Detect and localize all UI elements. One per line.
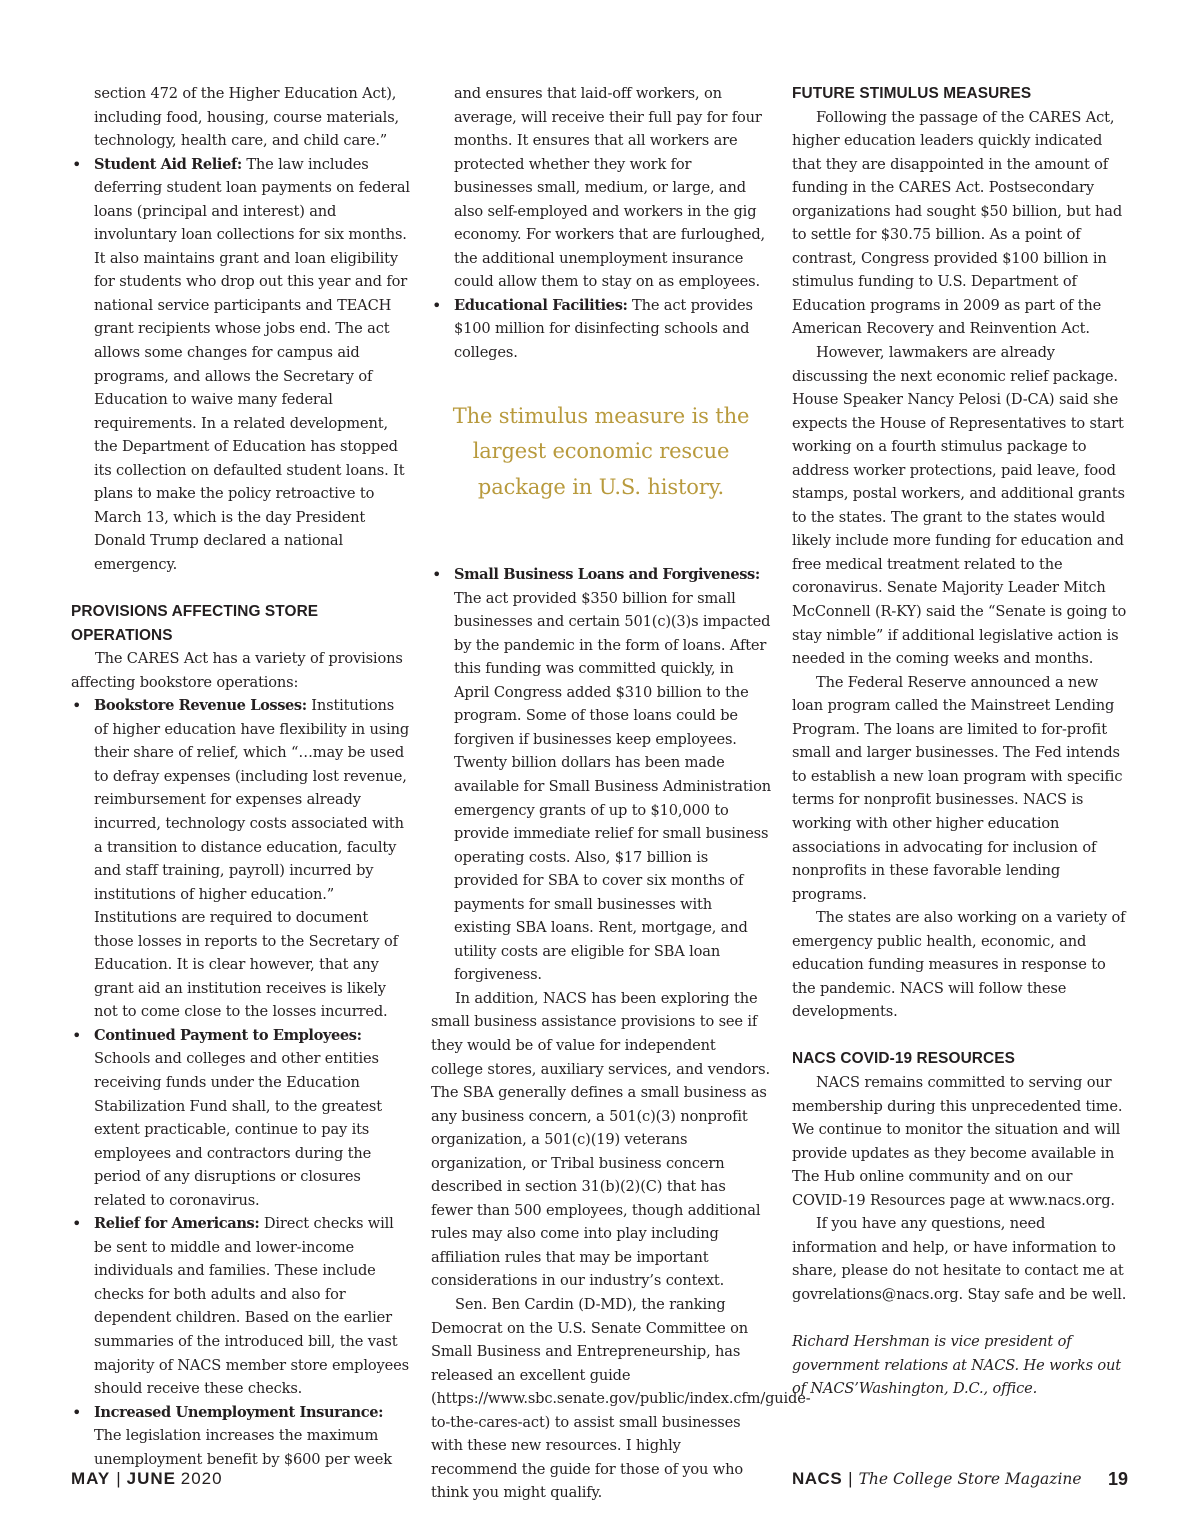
issue-year: 2020 — [180, 1469, 223, 1488]
item-text: Schools and colleges and other entities receiving funds under the Education Stabilization Fund shall, to the greatest extent practicable, continue to pay its employees and contractors during the period of any disruptions or closures related to coronavirus. — [94, 1050, 382, 1209]
issue-month-2: JUNE — [126, 1469, 176, 1488]
item-label: Small Business Loans and Forgiveness: — [454, 566, 760, 584]
list-item — [431, 563, 771, 987]
item-text: The law includes deferring student loan payments on federal loans (principal and interest) and involuntary loan collections for six months. It also maintains grant and loan eligibility for students who drop out this year and for national service participants and TEACH grant recipients whose jobs end. The act allows some changes for campus aid programs, and allows the Secretary of Education to waive many federal requirements. In a related development, the Department of Education has stopped its collection on defaulted student loans. It plans to make the policy retroactive to March 13, which is the day President Donald Trump declared a national emergency. — [94, 155, 410, 573]
section-heading: NACS COVID-19 RESOURCES — [792, 1050, 1015, 1068]
issue-month: MAY — [71, 1469, 111, 1488]
paragraph: NACS remains committed to serving our membership during this unprecedented time. We continue to monitor the situation and will provide updates as they become available in The Hub online community and on our COVID-19 Resources page at www.nacs.org. — [792, 1073, 1123, 1209]
bullet-list — [431, 563, 771, 987]
page-number: 19 — [1107, 1469, 1128, 1489]
separator: | — [116, 1469, 121, 1488]
author-bio: Richard Hershman is vice president of government relations at NACS. He works out of NACS’Washington, D.C., office. — [792, 1332, 1121, 1398]
item-label: Educational Facilities: — [454, 296, 628, 314]
paragraph: Following the passage of the CARES Act, higher education leaders quickly indicated that they are disappointed in the amount of funding in the CARES Act. Postsecondary organizations had sought $50 billion, but had to settle for $30.75 billion. As a point of contrast, Congress provided $100 billion in stimulus funding to U.S. Department of Education programs in 2009 as part of the American Recovery and Reinvention Act. — [792, 108, 1123, 338]
paragraph: If you have any questions, need information and help, or have information to share, please do not hesitate to contact me at govrelations@nacs.org. Stay safe and be well. — [792, 1215, 1127, 1303]
section-heading: PROVISIONS AFFECTING STORE OPERATIONS — [71, 603, 319, 644]
list-item — [71, 694, 411, 1024]
paragraph: section 472 of the Higher Education Act), including food, housing, course materials, technology, health care, and child care.” — [94, 85, 400, 150]
item-text: The legislation increases the maximum unemployment benefit by $600 per week — [94, 1427, 392, 1468]
paragraph: The states are also working on a variety of emergency public health, economic, and education funding measures in response to the pandemic. NACS will follow these developments. — [792, 909, 1126, 1021]
section-heading: FUTURE STIMULUS MEASURES — [792, 85, 1032, 102]
list-item — [431, 294, 771, 365]
paragraph: Sen. Ben Cardin (D-MD), the ranking Democrat on the U.S. Senate Committee on Small Business and Entrepreneurship, has released an excellent guide (https://www.sbc.senate.gov/public/index.cfm/guide-to-the-cares-act) to assist small businesses with these new resources. I highly recommend the guide for those of you who think you might qualify. — [431, 1296, 811, 1502]
item-text: The act provides $100 million for disinfecting schools and colleges. — [454, 296, 753, 362]
bullet-list — [71, 694, 411, 1471]
bullet-list — [431, 294, 771, 365]
column-3 — [792, 82, 1132, 1401]
item-label: Relief for Americans: — [94, 1215, 260, 1233]
list-item — [71, 153, 411, 577]
item-label: Increased Unemployment Insurance: — [94, 1403, 384, 1421]
paragraph: and ensures that laid-off workers, on average, will receive their full pay for four months. It ensures that all workers are protected whether they work for businesses small, medium, or large, and also self-employed and workers in the gig economy. For workers that are furloughed, the additional unemployment insurance could allow them to stay on as employees. — [454, 85, 766, 291]
footer-publication — [792, 1468, 1128, 1490]
paragraph: The Federal Reserve announced a new loan program called the Mainstreet Lending Program. The loans are limited to for-profit small and larger businesses. The Fed intends to establish a new loan program with specific terms for nonprofit businesses. NACS is working with other higher education associations in advocating for inclusion of nonprofits in these favorable lending programs. — [792, 673, 1123, 903]
item-text: Institutions of higher education have flexibility in using their share of relief, which “…may be used to defray expenses (including lost revenue, reimbursement for expenses already incurred, technology costs associated with a transition to distance education, faculty and staff training, payroll) incurred by institutions of higher education.” Institutions are required to document those losses in reports to the Secretary of Education. It is clear however, that any grant aid an institution receives is likely not to come close to the losses incurred. — [94, 697, 410, 1021]
item-text: The act provided $350 billion for small businesses and certain 501(c)(3)s impacted by the pandemic in the form of loans. After this funding was committed quickly, in April Congress added $310 billion to the program. Some of those loans could be forgiven if businesses keep employees. Twenty billion dollars has been made available for Small Business Administration emergency grants of up to $10,000 to provide immediate relief for small business operating costs. Also, $17 billion is provided for SBA to cover six months of payments for small businesses with existing SBA loans. Rent, mortgage, and utility costs are eligible for SBA loan forgiveness. — [454, 589, 771, 984]
magazine-title: The College Store Magazine — [858, 1470, 1082, 1488]
footer-issue-date — [71, 1468, 223, 1490]
paragraph: However, lawmakers are already discussing the next economic relief package. House Speaker Nancy Pelosi (D-CA) said she expects the House of Representatives to start working on a fourth stimulus package to address worker protections, paid leave, food stamps, postal workers, and additional grants to the states. The grant to the states would likely include more funding for education and free medical treatment related to the coronavirus. Senate Majority Leader Mitch McConnell (R-KY) said the “Senate is going to stay nimble” if additional legislative action is needed in the coming weeks and months. — [792, 344, 1127, 668]
brand-name: NACS — [792, 1469, 843, 1488]
list-item — [71, 1212, 411, 1400]
separator: | — [848, 1469, 853, 1488]
item-label: Student Aid Relief: — [94, 155, 242, 173]
item-label: Continued Payment to Employees: — [94, 1026, 362, 1044]
column-1 — [71, 82, 411, 1471]
list-item — [71, 1401, 411, 1472]
paragraph: The CARES Act has a variety of provisions affecting bookstore operations: — [71, 650, 403, 691]
list-item — [71, 1024, 411, 1212]
column-2 — [431, 82, 811, 1505]
pull-quote: The stimulus measure is the largest economic rescue package in U.S. history. — [452, 403, 750, 499]
bullet-list — [71, 153, 411, 577]
item-label: Bookstore Revenue Losses: — [94, 697, 307, 715]
item-text: Direct checks will be sent to middle and lower-income individuals and families. These include checks for both adults and also for dependent children. Based on the earlier summaries of the introduced bill, the vast majority of NACS member store employees should receive these checks. — [94, 1215, 409, 1398]
paragraph: In addition, NACS has been exploring the small business assistance provisions to see if they would be of value for independent college stores, auxiliary services, and vendors. The SBA generally defines a small business as any business concern, a 501(c)(3) nonprofit organization, a 501(c)(19) veterans organization, or Tribal business concern described in section 31(b)(2)(C) that has fewer than 500 employees, though additional rules may also come into play including affiliation rules that may be important considerations in our industry’s context. — [431, 989, 770, 1290]
